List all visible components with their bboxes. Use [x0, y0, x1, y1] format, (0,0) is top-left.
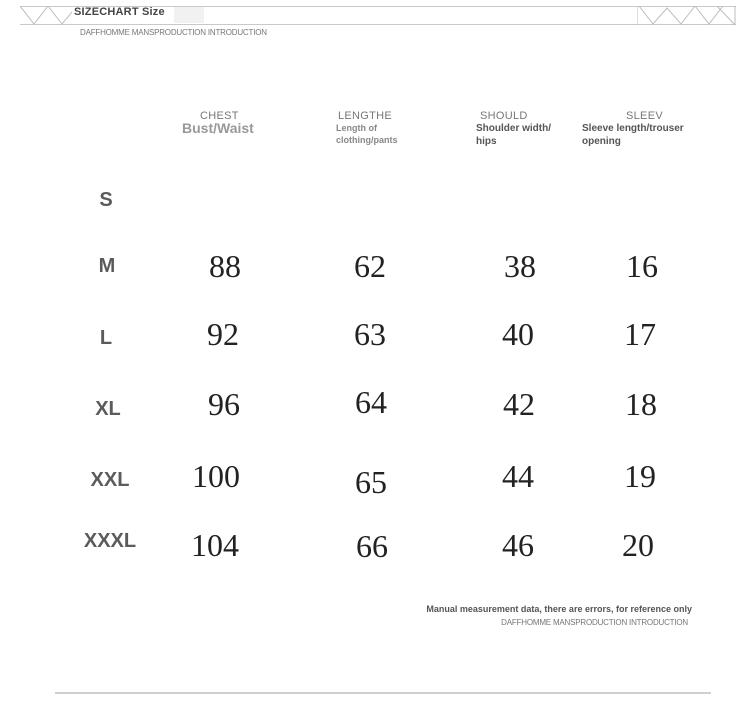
column-header-chest — [182, 110, 292, 135]
cell-length-xxl: 65 — [355, 464, 387, 500]
column-header-sleeve — [582, 110, 706, 148]
cell-shoulder-m: 38 — [504, 248, 536, 284]
footer-subtitle: DAFFHOMME MANSPRODUCTION INTRODUCTION — [501, 618, 688, 627]
zigzag-decoration-right — [637, 6, 736, 25]
size-label-xl: XL — [95, 398, 121, 420]
cell-length-l: 63 — [354, 316, 386, 352]
cell-shoulder-xxxl: 46 — [502, 527, 534, 563]
bottom-divider — [55, 692, 711, 694]
column-header-length — [336, 110, 426, 146]
cell-sleeve-xl: 18 — [625, 386, 657, 422]
size-label-m: M — [98, 255, 116, 277]
size-label-xxxl: XXXL — [83, 530, 137, 552]
size-label-l: L — [99, 327, 113, 349]
cell-chest-xl: 96 — [208, 386, 240, 422]
title-shade-mark — [174, 7, 204, 23]
header-bottom-rule — [20, 24, 736, 25]
column-description: Length of clothing/pants — [336, 123, 398, 145]
cell-chest-m: 88 — [209, 248, 241, 284]
cell-shoulder-l: 40 — [502, 316, 534, 352]
column-code: SHOULD — [480, 110, 528, 122]
cell-shoulder-xl: 42 — [503, 386, 535, 422]
cell-chest-xxxl: 104 — [191, 527, 239, 563]
column-code: SLEEV — [626, 110, 663, 122]
zigzag-decoration-left — [20, 6, 72, 25]
measurement-note: Manual measurement data, there are errors, for reference only — [426, 604, 692, 614]
cell-chest-l: 92 — [207, 316, 239, 352]
column-code: LENGTHE — [338, 110, 393, 122]
cell-shoulder-xxl: 44 — [502, 458, 534, 494]
column-description: Sleeve length/trouser opening — [582, 123, 684, 147]
size-label-s: S — [99, 189, 113, 211]
cell-length-m: 62 — [354, 248, 386, 284]
cell-sleeve-l: 17 — [624, 316, 656, 352]
column-code: CHEST — [200, 110, 239, 122]
cell-sleeve-xxl: 19 — [624, 458, 656, 494]
cell-sleeve-m: 16 — [626, 248, 658, 284]
size-label-xxl: XXL — [90, 469, 130, 491]
column-description: Bust/Waist — [182, 120, 254, 136]
column-description: Shoulder width/ hips — [476, 123, 551, 147]
column-header-shoulder — [476, 110, 572, 148]
page-title: SIZECHART Size — [74, 6, 165, 18]
header-subtitle: DAFFHOMME MANSPRODUCTION INTRODUCTION — [80, 28, 267, 37]
cell-chest-xxl: 100 — [192, 458, 240, 494]
cell-length-xxxl: 66 — [356, 528, 388, 564]
cell-sleeve-xxxl: 20 — [622, 527, 654, 563]
cell-length-xl: 64 — [355, 384, 387, 420]
